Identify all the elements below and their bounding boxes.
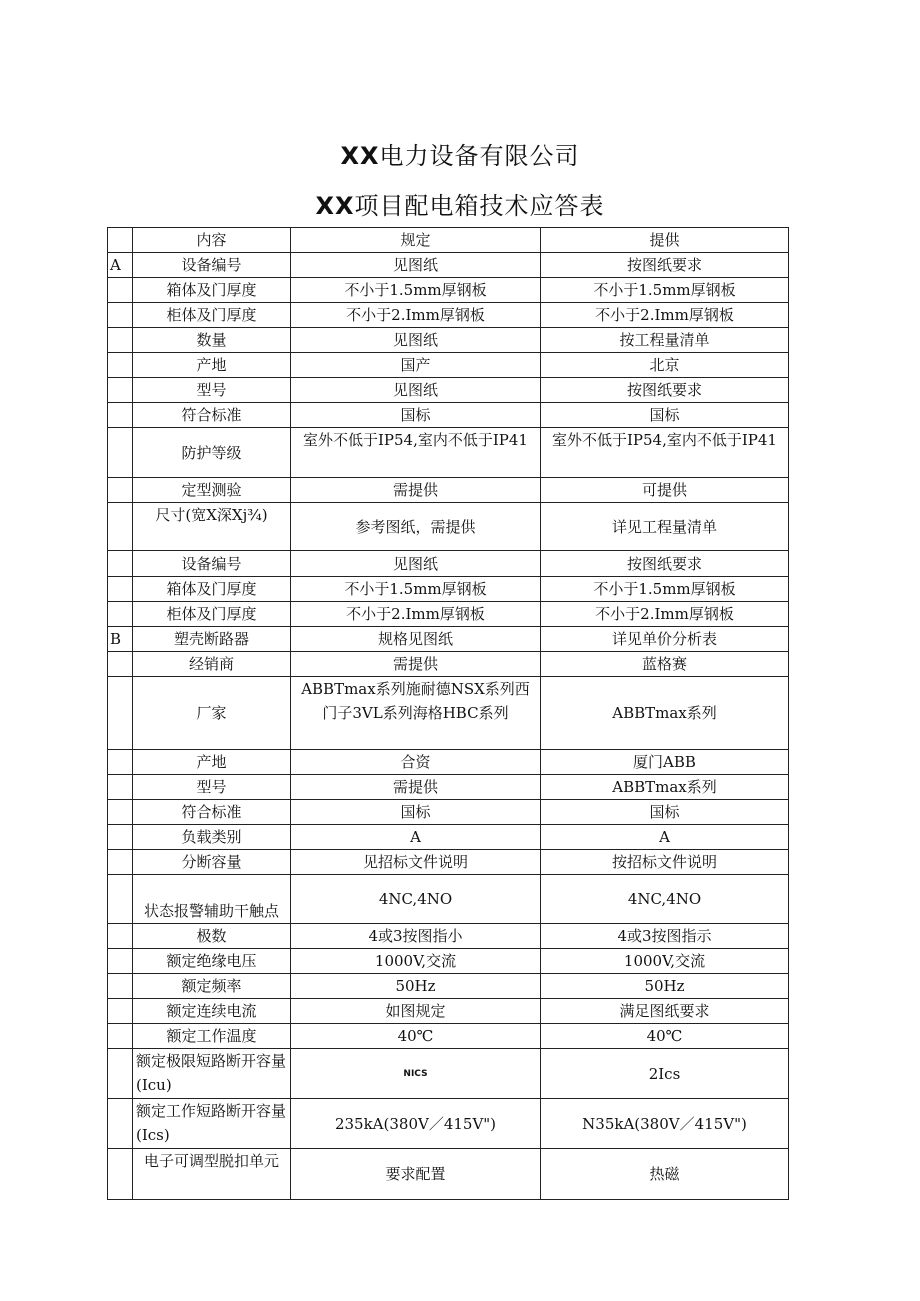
table-row <box>108 677 789 750</box>
row-offer: 详见工程量清单 <box>541 503 789 551</box>
row-spec: 见图纸 <box>291 551 541 577</box>
row-spec: 4或3按图指小 <box>291 924 541 949</box>
row-spec: 国标 <box>291 800 541 825</box>
row-spec: 不小于1.5mm厚钢板 <box>291 278 541 303</box>
header-offer: 提供 <box>541 228 789 253</box>
row-index <box>108 850 133 875</box>
row-index <box>108 652 133 677</box>
row-spec: 4NC,4NO <box>291 875 541 924</box>
row-spec: 不小于1.5mm厚钢板 <box>291 577 541 602</box>
row-spec: 要求配置 <box>291 1149 541 1200</box>
table-row <box>108 750 789 775</box>
row-index <box>108 875 133 924</box>
row-offer: 详见单价分析表 <box>541 627 789 652</box>
row-item: 额定绝缘电压 <box>133 949 291 974</box>
row-item: 负载类别 <box>133 825 291 850</box>
row-index <box>108 999 133 1024</box>
row-item: 额定频率 <box>133 974 291 999</box>
table-row <box>108 253 789 278</box>
row-item: 防护等级 <box>133 428 291 478</box>
row-spec: 见图纸 <box>291 328 541 353</box>
row-item: 额定工作短路断开容量(Ics) <box>133 1099 291 1149</box>
document-title-prefix: XX <box>315 192 355 220</box>
row-index <box>108 924 133 949</box>
table-row <box>108 999 789 1024</box>
company-title-text: 电力设备有限公司 <box>379 142 580 170</box>
row-item: 产地 <box>133 353 291 378</box>
row-spec: 国产 <box>291 353 541 378</box>
table-row <box>108 627 789 652</box>
row-item: 额定工作温度 <box>133 1024 291 1049</box>
row-offer: 1000V,交流 <box>541 949 789 974</box>
row-item: 型号 <box>133 775 291 800</box>
table-row <box>108 378 789 403</box>
row-item: 极数 <box>133 924 291 949</box>
row-spec: A <box>291 825 541 850</box>
row-index <box>108 303 133 328</box>
row-spec: 1000V,交流 <box>291 949 541 974</box>
table-row <box>108 825 789 850</box>
row-item: 箱体及门厚度 <box>133 577 291 602</box>
row-offer: ABBTmax系列 <box>541 775 789 800</box>
table-row <box>108 478 789 503</box>
row-item: 数量 <box>133 328 291 353</box>
row-offer: 可提供 <box>541 478 789 503</box>
row-index <box>108 428 133 478</box>
row-index <box>108 974 133 999</box>
table-row <box>108 974 789 999</box>
row-item: 电子可调型脱扣单元 <box>133 1149 291 1200</box>
row-index <box>108 503 133 551</box>
row-offer: 不小于2.Imm厚钢板 <box>541 602 789 627</box>
row-spec: 如图规定 <box>291 999 541 1024</box>
table-row <box>108 602 789 627</box>
table-row <box>108 1149 789 1200</box>
row-offer: 不小于1.5mm厚钢板 <box>541 577 789 602</box>
row-item: 符合标准 <box>133 800 291 825</box>
row-item: 产地 <box>133 750 291 775</box>
row-offer: 热磁 <box>541 1149 789 1200</box>
document-title-text: 项目配电箱技术应答表 <box>354 192 605 220</box>
row-offer: 50Hz <box>541 974 789 999</box>
row-spec: 参考图纸，需提供 <box>291 503 541 551</box>
table-row <box>108 278 789 303</box>
row-spec: 国标 <box>291 403 541 428</box>
row-index <box>108 478 133 503</box>
row-offer: 不小于2.Imm厚钢板 <box>541 303 789 328</box>
row-index <box>108 602 133 627</box>
row-index <box>108 677 133 750</box>
table-row <box>108 503 789 551</box>
row-spec: 合资 <box>291 750 541 775</box>
row-spec: 需提供 <box>291 478 541 503</box>
row-index <box>108 278 133 303</box>
row-spec: 见图纸 <box>291 253 541 278</box>
header-index <box>108 228 133 253</box>
table-row <box>108 875 789 924</box>
table-row <box>108 328 789 353</box>
row-spec: 不小于2.Imm厚钢板 <box>291 602 541 627</box>
row-offer: 按招标文件说明 <box>541 850 789 875</box>
company-title-prefix: XX <box>340 142 380 170</box>
row-item: 状态报警辅助干触点 <box>133 875 291 924</box>
table-row <box>108 1024 789 1049</box>
row-index <box>108 328 133 353</box>
row-spec: 需提供 <box>291 775 541 800</box>
row-offer: 40℃ <box>541 1024 789 1049</box>
row-offer: ABBTmax系列 <box>541 677 789 750</box>
row-index <box>108 750 133 775</box>
table-row <box>108 949 789 974</box>
row-offer: 不小于1.5mm厚钢板 <box>541 278 789 303</box>
row-spec: 不小于2.Imm厚钢板 <box>291 303 541 328</box>
row-item: 塑壳断路器 <box>133 627 291 652</box>
row-offer: 2Ics <box>541 1049 789 1099</box>
row-offer: 按工程量清单 <box>541 328 789 353</box>
row-item: 分断容量 <box>133 850 291 875</box>
row-item: 型号 <box>133 378 291 403</box>
header-content: 内容 <box>133 228 291 253</box>
row-item: 设备编号 <box>133 551 291 577</box>
document-title <box>0 186 920 221</box>
row-index: B <box>108 627 133 652</box>
table-row <box>108 428 789 478</box>
table-row <box>108 850 789 875</box>
row-spec: 235kA(380V／415V") <box>291 1099 541 1149</box>
row-offer: N35kA(380V／415V") <box>541 1099 789 1149</box>
row-index <box>108 825 133 850</box>
row-index <box>108 551 133 577</box>
row-offer: 蓝格赛 <box>541 652 789 677</box>
row-offer: 按图纸要求 <box>541 253 789 278</box>
row-spec: 见图纸 <box>291 378 541 403</box>
row-offer: 北京 <box>541 353 789 378</box>
row-index <box>108 800 133 825</box>
row-index <box>108 949 133 974</box>
row-offer: 室外不低于IP54,室内不低于IP41 <box>541 428 789 478</box>
company-title <box>0 136 920 171</box>
table-row <box>108 652 789 677</box>
row-item: 厂家 <box>133 677 291 750</box>
table-row <box>108 551 789 577</box>
row-item: 设备编号 <box>133 253 291 278</box>
table-row <box>108 577 789 602</box>
tech-response-table <box>107 227 789 1200</box>
row-spec: NICS <box>291 1049 541 1099</box>
row-spec: 50Hz <box>291 974 541 999</box>
row-index <box>108 1024 133 1049</box>
row-index <box>108 353 133 378</box>
row-item: 符合标准 <box>133 403 291 428</box>
row-spec: 规格见图纸 <box>291 627 541 652</box>
table-row <box>108 800 789 825</box>
table-row <box>108 353 789 378</box>
row-index <box>108 1049 133 1099</box>
row-offer: 4或3按图指示 <box>541 924 789 949</box>
table-row <box>108 303 789 328</box>
row-offer: 满足图纸要求 <box>541 999 789 1024</box>
row-index <box>108 1149 133 1200</box>
row-spec: ABBTmax系列施耐德NSX系列西门子3VL系列海格HBC系列 <box>291 677 541 750</box>
row-spec: 40℃ <box>291 1024 541 1049</box>
table-row <box>108 403 789 428</box>
row-item: 定型测验 <box>133 478 291 503</box>
table-header-row <box>108 228 789 253</box>
row-index: A <box>108 253 133 278</box>
row-item: 经销商 <box>133 652 291 677</box>
row-index <box>108 775 133 800</box>
row-spec: 室外不低于IP54,室内不低于IP41 <box>291 428 541 478</box>
row-spec: 见招标文件说明 <box>291 850 541 875</box>
table-row <box>108 1049 789 1099</box>
row-item: 箱体及门厚度 <box>133 278 291 303</box>
row-offer: 国标 <box>541 800 789 825</box>
table-row <box>108 1099 789 1149</box>
row-offer: A <box>541 825 789 850</box>
row-offer: 按图纸要求 <box>541 378 789 403</box>
row-offer: 4NC,4NO <box>541 875 789 924</box>
row-spec: 需提供 <box>291 652 541 677</box>
row-offer: 厦门ABB <box>541 750 789 775</box>
row-item: 柜体及门厚度 <box>133 303 291 328</box>
header-spec: 规定 <box>291 228 541 253</box>
row-offer: 按图纸要求 <box>541 551 789 577</box>
row-index <box>108 378 133 403</box>
row-index <box>108 577 133 602</box>
row-offer: 国标 <box>541 403 789 428</box>
row-index <box>108 403 133 428</box>
row-index <box>108 1099 133 1149</box>
table-row <box>108 775 789 800</box>
row-item: 额定连续电流 <box>133 999 291 1024</box>
table-row <box>108 924 789 949</box>
row-item: 尺寸(宽X深Xj¾) <box>133 503 291 551</box>
row-item: 柜体及门厚度 <box>133 602 291 627</box>
row-item: 额定极限短路断开容量(Icu) <box>133 1049 291 1099</box>
